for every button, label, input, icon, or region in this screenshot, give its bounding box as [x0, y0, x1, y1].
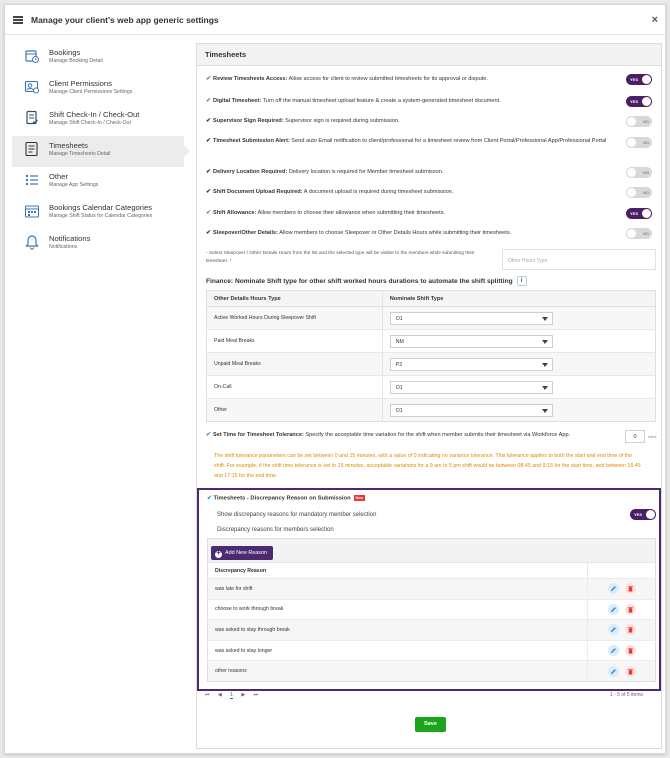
- edit-icon[interactable]: [608, 666, 619, 677]
- setting-label: Delivery Location Required:: [213, 169, 288, 175]
- check-icon: ✔: [207, 495, 212, 502]
- setting-delivery-location: [206, 167, 646, 177]
- sidebar-item-subtitle: Manage App Settings: [49, 182, 99, 188]
- timesheet-icon: [24, 141, 40, 157]
- setting-label: Sleepover/Other Details:: [213, 230, 279, 236]
- delivery-location-toggle[interactable]: NO: [626, 167, 652, 178]
- shift-type-select[interactable]: P2: [390, 358, 553, 371]
- edit-icon[interactable]: [608, 583, 619, 594]
- reason-text: was late for shift: [208, 579, 588, 600]
- tolerance-input[interactable]: 0: [625, 430, 645, 443]
- edit-icon[interactable]: [608, 604, 619, 615]
- digital-timesheet-toggle[interactable]: YES: [626, 96, 652, 107]
- review-timesheets-toggle[interactable]: YES: [626, 74, 652, 85]
- sidebar-item-other[interactable]: [12, 167, 184, 198]
- user-settings-icon: [24, 79, 40, 95]
- setting-label: Timesheet Submission Alert:: [213, 138, 290, 144]
- setting-label: Supervisor Sign Required:: [213, 118, 284, 124]
- setting-desc: Allow access for client to review submitted timesheets for its approval or dispute.: [288, 76, 488, 82]
- sidebar-item-subtitle: Notifications: [49, 244, 78, 250]
- info-icon[interactable]: i: [517, 276, 527, 286]
- sidebar-item-subtitle: Manage Shift Check-In / Check-Out: [49, 120, 131, 126]
- check-icon: ✔: [206, 210, 212, 216]
- setting-shift-allowance: [206, 208, 646, 218]
- discrepancy-section: [197, 488, 661, 691]
- shift-type-select[interactable]: O1: [390, 381, 553, 394]
- sidebar-item-bookings[interactable]: [12, 43, 184, 74]
- setting-label: Review Timesheets Access:: [213, 76, 288, 82]
- submission-alert-toggle[interactable]: NO: [626, 137, 652, 148]
- setting-label: Shift Document Upload Required:: [213, 189, 303, 195]
- setting-desc: Turn off the manual timesheet upload feature & create a system-generated timesheet document.: [262, 98, 501, 104]
- setting-label: Set Time for Timesheet Tolerance:: [213, 432, 304, 438]
- next-page-icon[interactable]: ▶: [241, 692, 246, 698]
- hours-type: Paid Meal Breaks: [207, 330, 383, 353]
- hours-type: Active Worked Hours During Sleepover Shift: [207, 307, 383, 330]
- reasons-label: Discrepancy reasons for members selection: [217, 527, 334, 533]
- sidebar-item-shift-check-in[interactable]: [12, 105, 184, 136]
- delete-icon[interactable]: [625, 624, 636, 635]
- setting-desc: Specify the acceptable time variation for the shift when member submits their timesheet via Workforce App.: [305, 432, 571, 438]
- hours-type: On-Call: [207, 376, 383, 399]
- shift-type-select[interactable]: O1: [390, 404, 553, 417]
- modal-title: Manage your client's web app generic settings: [31, 14, 219, 25]
- check-icon: ✔: [206, 98, 212, 104]
- check-icon: ✔: [206, 76, 212, 82]
- delete-icon[interactable]: [625, 604, 636, 615]
- sidebar: [12, 43, 184, 260]
- checklist-icon: [24, 110, 40, 126]
- sidebar-item-title: Bookings: [49, 48, 81, 57]
- shift-document-toggle[interactable]: NO: [626, 187, 652, 198]
- shift-type-select[interactable]: NM: [390, 335, 553, 348]
- save-button[interactable]: Save: [415, 717, 446, 732]
- timesheets-panel: [196, 43, 662, 749]
- panel-title: Timesheets: [197, 44, 661, 66]
- settings-modal: [4, 4, 666, 754]
- setting-desc: Allow members to choose their allowance when submitting their timesheets.: [257, 210, 446, 216]
- pagination: [205, 692, 654, 704]
- other-hours-note: ◦ Select Sleepover / Other Details Hours from the list and the selected type will be visible to the members while submitting their timesheet. *: [206, 251, 475, 264]
- page-number[interactable]: 1: [230, 692, 233, 698]
- list-icon: [24, 172, 40, 188]
- setting-submission-alert: [206, 136, 616, 146]
- last-page-icon[interactable]: ⏭: [253, 692, 259, 698]
- sidebar-item-title: Bookings Calendar Categories: [49, 203, 152, 212]
- sidebar-item-timesheets[interactable]: [12, 136, 184, 167]
- sidebar-item-subtitle: Manage Booking Detail: [49, 58, 103, 64]
- check-icon: ✔: [206, 118, 212, 124]
- delete-icon[interactable]: [625, 583, 636, 594]
- reason-text: was asked to stay longer: [208, 640, 588, 661]
- tolerance-note: The shift tolerance parameters can be set between 0 and 15 minutes, with a value of 0 indicating no variance tolerance. This tolerance applies to both the start and end time of the shift. For example, if the shift time tolerance is set to 15 minutes, acceptable variations for a 9 am to 5 pm shift would be between 08:45 and 9:15 for the start time, and between 16:45 and 17:15 for the end time.: [214, 453, 641, 479]
- reason-text: was asked to stay through break: [208, 620, 588, 641]
- setting-desc: Supervisor sign is required during submission.: [285, 118, 400, 124]
- prev-page-icon[interactable]: ◀: [217, 692, 222, 698]
- setting-tolerance: [206, 430, 621, 440]
- supervisor-sign-toggle[interactable]: NO: [626, 116, 652, 127]
- reason-text: choose to work through break: [208, 599, 588, 620]
- check-icon: ✔: [206, 432, 212, 438]
- bell-icon: [24, 234, 40, 250]
- sidebar-item-client-permissions[interactable]: [12, 74, 184, 105]
- sidebar-item-title: Shift Check-In / Check-Out: [49, 110, 140, 119]
- shift-allowance-toggle[interactable]: YES: [626, 208, 652, 219]
- sidebar-item-notifications[interactable]: [12, 229, 184, 260]
- sidebar-item-title: Other: [49, 172, 68, 181]
- finance-table: [206, 290, 656, 422]
- setting-supervisor-sign: [206, 116, 646, 126]
- sidebar-item-subtitle: Manage Shift Status for Calendar Categories: [49, 213, 153, 219]
- setting-desc: Allow members to choose Sleepover or Other Details Hours while submitting their timesheets.: [279, 230, 512, 236]
- discrepancy-title: ✔ Timesheets - Discrepancy Reason on Submission New: [207, 495, 364, 502]
- check-icon: ✔: [206, 189, 212, 195]
- menu-icon[interactable]: [13, 16, 23, 24]
- check-icon: ✔: [206, 230, 212, 236]
- edit-icon[interactable]: [608, 645, 619, 656]
- sidebar-item-subtitle: Manage Timesheets Detail: [49, 151, 111, 157]
- hours-type: Other: [207, 399, 383, 422]
- setting-label: Shift Allowance:: [213, 210, 257, 216]
- show-discrepancy-label: Show discrepancy reasons for mandatory member selection: [217, 512, 377, 518]
- hours-type: Unpaid Meal Breaks: [207, 353, 383, 376]
- finance-title: Finance: Nominate Shift type for other shift worked hours durations to automate the shift splitting i: [206, 276, 527, 286]
- calendar-icon: [24, 203, 40, 219]
- add-new-reason-button[interactable]: + Add New Reason: [211, 546, 273, 560]
- sidebar-item-bookings-calendar[interactable]: [12, 198, 184, 229]
- required-marker: *: [229, 259, 232, 264]
- items-count: 1 - 5 of 5 items: [609, 692, 643, 698]
- column-header: Discrepancy Reason: [208, 563, 588, 579]
- show-discrepancy-toggle[interactable]: YES: [630, 509, 656, 520]
- delete-icon[interactable]: [625, 666, 636, 677]
- sidebar-item-title: Client Permissions: [49, 79, 112, 88]
- check-icon: ✔: [206, 138, 212, 144]
- edit-icon[interactable]: [608, 624, 619, 635]
- shift-type-select[interactable]: O1: [390, 312, 553, 325]
- setting-desc: A document upload is required during timesheet submission.: [303, 189, 454, 195]
- column-header: Nominate Shift Type: [382, 291, 655, 307]
- setting-sleepover: [206, 228, 646, 238]
- setting-digital-timesheet: [206, 96, 646, 106]
- setting-label: Digital Timesheet:: [213, 98, 262, 104]
- modal-header: [5, 5, 665, 35]
- plus-icon: +: [216, 550, 221, 557]
- other-hours-type-input[interactable]: Other Hours Type: [502, 249, 656, 270]
- new-badge: New: [355, 496, 364, 500]
- setting-desc: Delivery location is required for Member timesheet submisson.: [288, 169, 444, 175]
- setting-review-timesheets: [206, 74, 646, 84]
- reasons-table: [207, 538, 656, 682]
- sidebar-item-subtitle: Manage Client Permissions Settings: [49, 89, 133, 95]
- column-header: Other Details Hours Type: [207, 291, 383, 307]
- sleepover-toggle[interactable]: NO: [626, 228, 652, 239]
- delete-icon[interactable]: [625, 645, 636, 656]
- tolerance-unit: mins: [648, 434, 657, 439]
- sidebar-item-title: Notifications: [49, 234, 91, 243]
- calendar-clock-icon: [24, 48, 40, 64]
- setting-shift-document: [206, 187, 646, 197]
- setting-desc: Send auto Email notification to client/professional for a timesheet review from Client Portal/Professional App/Professional Portal: [291, 138, 607, 144]
- check-icon: ✔: [206, 169, 212, 175]
- sidebar-item-title: Timesheets: [49, 141, 88, 150]
- reason-text: other reasons: [208, 661, 588, 682]
- first-page-icon[interactable]: ⏮: [205, 692, 210, 698]
- close-icon[interactable]: ×: [651, 14, 658, 26]
